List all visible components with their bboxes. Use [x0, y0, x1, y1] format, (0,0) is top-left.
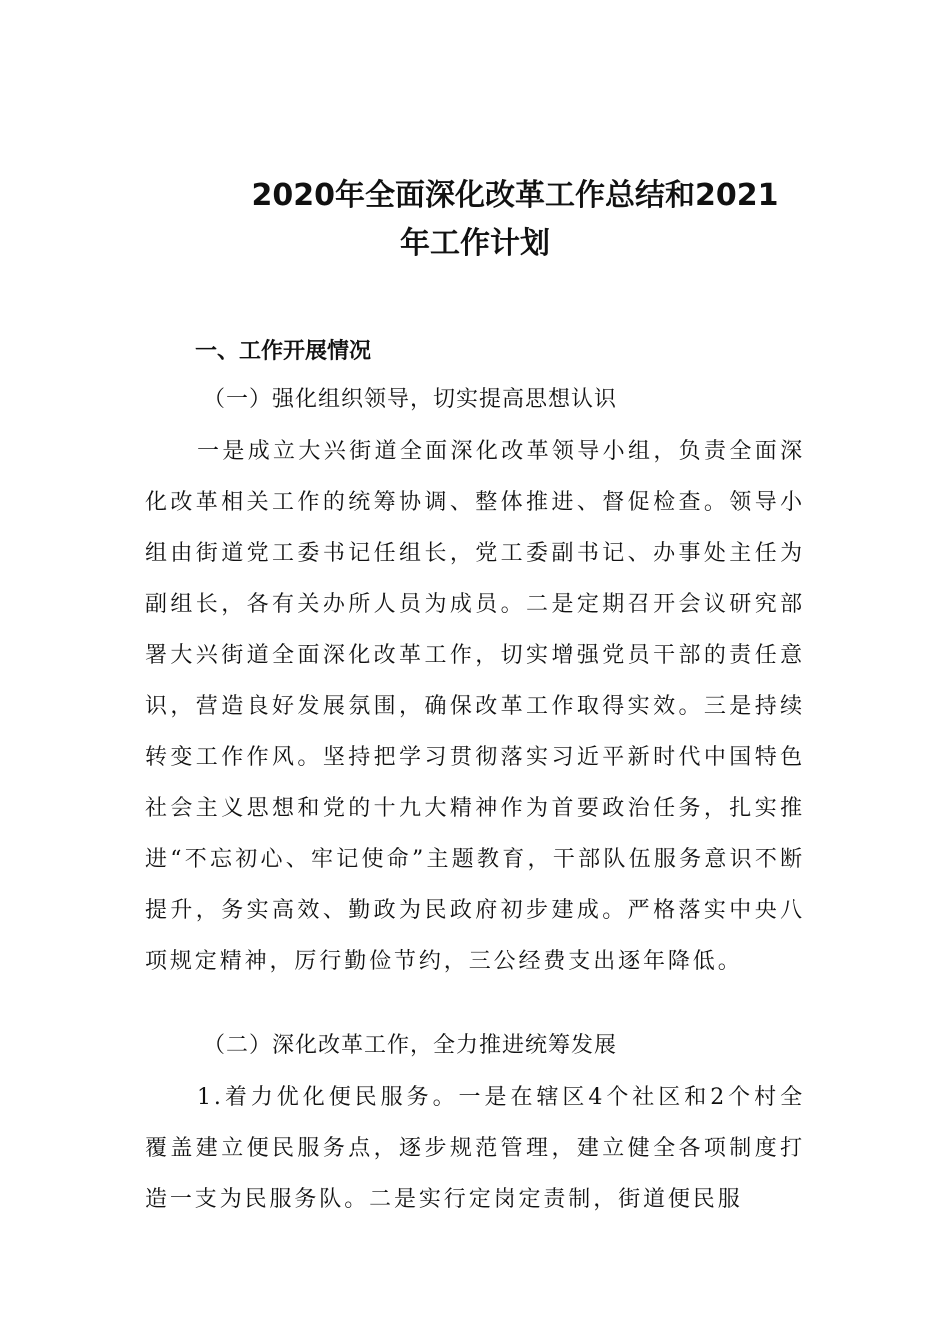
- section-heading-1: 一、工作开展情况: [195, 339, 372, 364]
- title-line-2: 年工作计划: [400, 226, 550, 261]
- body-paragraph-1: 一是成立大兴街道全面深化改革领导小组，负责全面深化改革相关工作的统筹协调、整体推进、督促检查。领导小组由街道党工委书记任组长，党工委副书记、办事处主任为副组长，各有关办所人员为成员。二是定期召开会议研究部署大兴街道全面深化改革工作，切实增强党员干部的责任意识，营造良好发展氛围，确保改革工作取得实效。三是持续转变工作作风。坚持把学习贯彻落实习近平新时代中国特色社会主义思想和党的十九大精神作为首要政治任务，扎实推进“不忘初心、牢记使命”主题教育，干部队伍服务意识不断提升，务实高效、勤政为民政府初步建成。严格落实中央八项规定精神，厉行勤俭节约，三公经费支出逐年降低。: [145, 439, 805, 974]
- body-paragraph-2: 1.着力优化便民服务。一是在辖区4个社区和2个村全覆盖建立便民服务点，逐步规范管理，建立健全各项制度打造一支为民服务队。二是实行定岗定责制，街道便民服: [145, 1085, 805, 1212]
- title-line-1: 2020年全面深化改革工作总结和2021: [251, 178, 779, 213]
- subsection-heading-1: （一）强化组织领导，切实提高思想认识: [203, 387, 618, 412]
- document-title: [145, 172, 805, 268]
- subsection-heading-2: （二）深化改革工作，全力推进统筹发展: [203, 1033, 618, 1058]
